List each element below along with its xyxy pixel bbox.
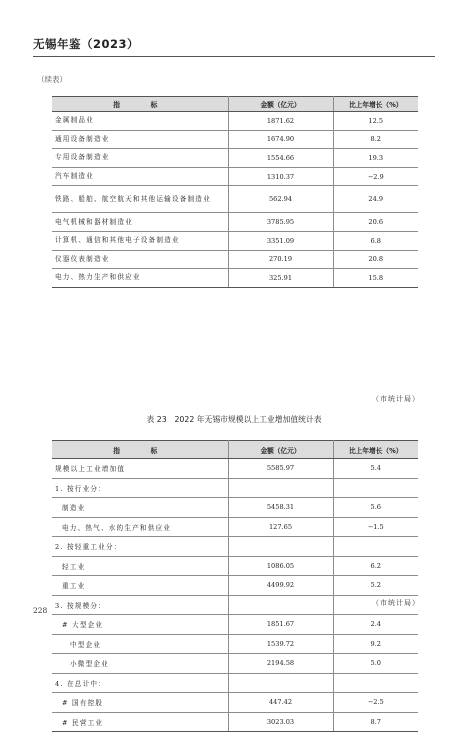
row-growth: −2.5 (333, 693, 418, 713)
row-amount: 562.94 (228, 186, 333, 213)
row-growth: 6.2 (333, 556, 418, 576)
table-row (52, 149, 418, 168)
row-amount (228, 537, 333, 557)
row-growth: 5.0 (333, 654, 418, 674)
col-header-growth: 比上年增长（%） (333, 441, 418, 459)
row-name: 重工业 (52, 576, 228, 596)
row-name: 电力、热力生产和供应业 (52, 269, 228, 288)
row-amount: 1310.37 (228, 167, 333, 186)
row-name: # 大型企业 (52, 615, 228, 635)
row-growth: 19.3 (333, 149, 418, 168)
row-amount: 1851.67 (228, 615, 333, 635)
row-amount: 1674.90 (228, 130, 333, 149)
table-row (52, 556, 418, 576)
table-row (52, 231, 418, 250)
row-name: 制造业 (52, 498, 228, 518)
row-growth: −2.9 (333, 167, 418, 186)
row-name: 电气机械和器材制造业 (52, 213, 228, 232)
row-name: # 国有控股 (52, 693, 228, 713)
row-amount: 3785.95 (228, 213, 333, 232)
row-amount (228, 595, 333, 615)
table-row (52, 576, 418, 596)
row-growth: 8.7 (333, 712, 418, 732)
row-amount: 2194.58 (228, 654, 333, 674)
row-growth: 5.6 (333, 498, 418, 518)
row-growth: 5.4 (333, 459, 418, 479)
row-amount: 4499.92 (228, 576, 333, 596)
row-name: 轻工业 (52, 556, 228, 576)
row-amount: 3023.03 (228, 712, 333, 732)
table-header-row (52, 441, 418, 459)
row-amount: 5458.31 (228, 498, 333, 518)
continued-note: （续表） (37, 75, 67, 84)
row-amount: 325.91 (228, 269, 333, 288)
table-row (52, 130, 418, 149)
row-name: 铁路、船舶、航空航天和其他运输设备制造业 (52, 186, 228, 213)
row-amount: 447.42 (228, 693, 333, 713)
col-header-indicator: 指 标 (52, 441, 228, 459)
yearbook-title: 无锡年鉴（2023） (33, 37, 140, 51)
table1-source: （市统计局） (372, 395, 420, 403)
row-growth: 2.4 (333, 615, 418, 635)
row-amount (228, 478, 333, 498)
row-name: 通用设备制造业 (52, 130, 228, 149)
row-name: 电力、热气、水的生产和供应业 (52, 517, 228, 537)
row-growth: 12.5 (333, 112, 418, 131)
table-row (52, 654, 418, 674)
row-growth (333, 537, 418, 557)
row-growth: 20.6 (333, 213, 418, 232)
table-row (52, 634, 418, 654)
row-amount: 5585.97 (228, 459, 333, 479)
row-name: 4. 在总计中： (52, 673, 228, 693)
row-amount: 1086.05 (228, 556, 333, 576)
row-amount (228, 673, 333, 693)
table-row (52, 167, 418, 186)
row-name: 规模以上工业增加值 (52, 459, 228, 479)
table2-source: （市统计局） (372, 599, 420, 607)
table-row (52, 213, 418, 232)
table-industrial-value-added (52, 440, 418, 732)
table-row (52, 517, 418, 537)
col-header-growth: 比上年增长（%） (333, 97, 418, 112)
row-amount: 1539.72 (228, 634, 333, 654)
row-growth: 8.2 (333, 130, 418, 149)
header-rule (33, 56, 435, 57)
table2-title: 表 23 2022 年无锡市规模以上工业增加值统计表 (146, 415, 322, 424)
row-name: 2. 按轻重工业分： (52, 537, 228, 557)
row-name: 小微型企业 (52, 654, 228, 674)
row-amount: 3351.09 (228, 231, 333, 250)
table-header-row (52, 97, 418, 112)
row-growth: 5.2 (333, 576, 418, 596)
row-name: 1. 按行业分： (52, 478, 228, 498)
table-row (52, 112, 418, 131)
table-row (52, 186, 418, 213)
row-amount: 1554.66 (228, 149, 333, 168)
page-number: 228 (33, 606, 48, 615)
table-row (52, 712, 418, 732)
row-growth: 20.8 (333, 250, 418, 269)
table-row (52, 615, 418, 635)
row-name: 3. 按规模分： (52, 595, 228, 615)
row-name: 仪器仪表制造业 (52, 250, 228, 269)
table-row (52, 537, 418, 557)
col-header-amount: 金额（亿元） (228, 97, 333, 112)
row-growth: 24.9 (333, 186, 418, 213)
row-amount: 1871.62 (228, 112, 333, 131)
row-name: 汽车制造业 (52, 167, 228, 186)
row-name: # 民营工业 (52, 712, 228, 732)
col-header-indicator: 指 标 (52, 97, 228, 112)
row-amount: 270.19 (228, 250, 333, 269)
col-header-amount: 金额（亿元） (228, 441, 333, 459)
row-amount: 127.65 (228, 517, 333, 537)
table-row (52, 478, 418, 498)
table-row (52, 250, 418, 269)
row-name: 专用设备制造业 (52, 149, 228, 168)
row-growth: 15.8 (333, 269, 418, 288)
table-row (52, 673, 418, 693)
row-growth (333, 478, 418, 498)
row-name: 中型企业 (52, 634, 228, 654)
row-growth: 6.8 (333, 231, 418, 250)
row-growth: 9.2 (333, 634, 418, 654)
table-row (52, 693, 418, 713)
row-growth (333, 673, 418, 693)
table-row (52, 498, 418, 518)
table-row (52, 269, 418, 288)
table-industry-revenue (52, 96, 418, 288)
table-row (52, 595, 418, 615)
row-growth: −1.5 (333, 517, 418, 537)
row-name: 金属制品业 (52, 112, 228, 131)
row-name: 计算机、通信和其他电子设备制造业 (52, 231, 228, 250)
table-row (52, 459, 418, 479)
